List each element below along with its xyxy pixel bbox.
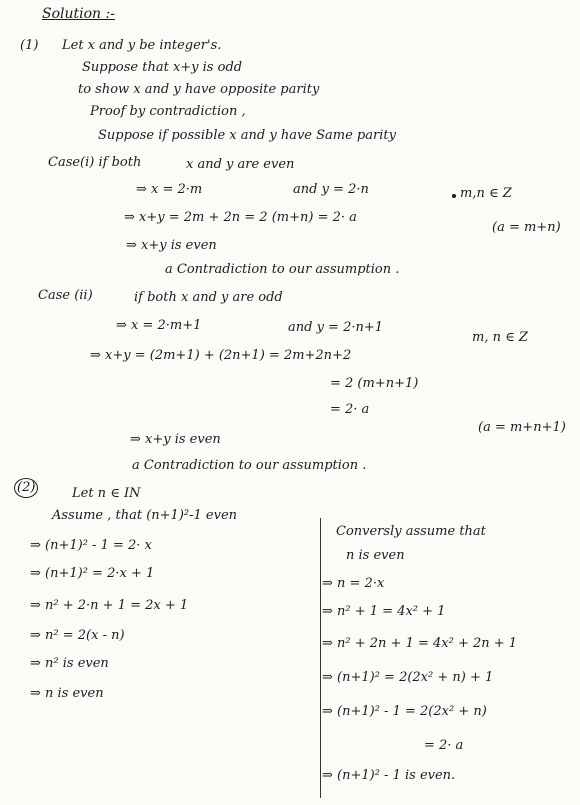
right-header: Conversly assume that xyxy=(336,524,486,539)
part1-suppose: Suppose that x+y is odd xyxy=(82,60,243,75)
part1-to-show: to show x and y have opposite parity xyxy=(78,82,320,97)
left-line-6: ⇒ n is even xyxy=(30,686,104,701)
case2-label: Case (ii) xyxy=(38,288,93,303)
column-divider xyxy=(320,518,321,798)
part1-intro: Let x and y be integer's. xyxy=(62,38,222,53)
case1-line1: ⇒ x = 2·m xyxy=(136,182,203,197)
case2-line4: = 2· a xyxy=(330,402,370,417)
case1-line1-y: and y = 2·n xyxy=(293,182,369,197)
right-line-5: ⇒ (n+1)² = 2(2x² + n) + 1 xyxy=(322,670,494,685)
case1-condition: x and y are even xyxy=(186,157,295,172)
case2-condition: if both x and y are odd xyxy=(134,290,283,305)
case1-line3: ⇒ x+y is even xyxy=(126,238,217,253)
bullet-dot xyxy=(452,194,456,198)
right-line-2: ⇒ n = 2·x xyxy=(322,576,385,591)
right-line-7: = 2· a xyxy=(424,738,464,753)
case1-label: Case(i) if both xyxy=(48,155,142,170)
solution-heading: Solution :- xyxy=(42,6,115,22)
part1-suppose-same-parity: Suppose if possible x and y have Same parity xyxy=(98,128,396,143)
case1-line2: ⇒ x+y = 2m + 2n = 2 (m+n) = 2· a xyxy=(124,210,357,225)
left-line-1: ⇒ (n+1)² - 1 = 2· x xyxy=(30,538,152,553)
case2-line3: = 2 (m+n+1) xyxy=(330,376,419,391)
left-line-2: ⇒ (n+1)² = 2·x + 1 xyxy=(30,566,155,581)
right-line-1: n is even xyxy=(346,548,405,563)
case2-a-note: (a = m+n+1) xyxy=(478,420,566,435)
case2-domain: m, n ∈ Z xyxy=(472,330,528,345)
case1-contradiction: a Contradiction to our assumption . xyxy=(165,262,400,277)
right-line-3: ⇒ n² + 1 = 4x² + 1 xyxy=(322,604,446,619)
right-line-4: ⇒ n² + 2n + 1 = 4x² + 2n + 1 xyxy=(322,636,518,651)
part1-proof: Proof by contradiction , xyxy=(90,104,246,119)
right-line-8: ⇒ (n+1)² - 1 is even. xyxy=(322,768,456,783)
case2-line5: ⇒ x+y is even xyxy=(130,432,221,447)
right-line-6: ⇒ (n+1)² - 1 = 2(2x² + n) xyxy=(322,704,487,719)
case2-line1-y: and y = 2·n+1 xyxy=(288,320,384,335)
part1-number: (1) xyxy=(20,38,39,53)
case2-contradiction: a Contradiction to our assumption . xyxy=(132,458,367,473)
case1-domain: m,n ∈ Z xyxy=(460,186,512,201)
part2-let: Let n ∈ IN xyxy=(72,486,141,501)
part2-number: (2) xyxy=(17,480,36,495)
case1-a-note: (a = m+n) xyxy=(492,220,561,235)
part2-assume: Assume , that (n+1)²-1 even xyxy=(52,508,238,523)
case2-line1: ⇒ x = 2·m+1 xyxy=(116,318,202,333)
left-line-5: ⇒ n² is even xyxy=(30,656,109,671)
left-line-3: ⇒ n² + 2·n + 1 = 2x + 1 xyxy=(30,598,189,613)
case2-line2: ⇒ x+y = (2m+1) + (2n+1) = 2m+2n+2 xyxy=(90,348,352,363)
left-line-4: ⇒ n² = 2(x - n) xyxy=(30,628,125,643)
